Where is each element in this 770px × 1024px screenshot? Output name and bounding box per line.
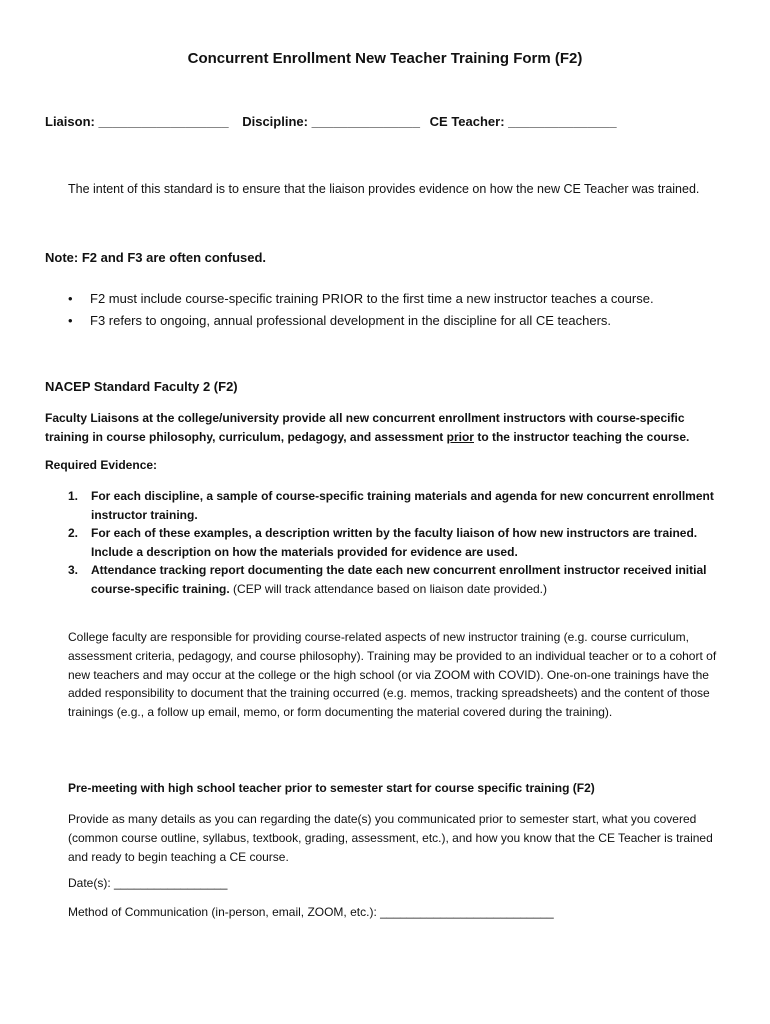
item-text: For each of these examples, a description written by the faculty liaison of how new instructors are trained. Include a description on how the materials provided for evidence are used.	[91, 526, 698, 559]
list-item	[68, 524, 728, 561]
bullet-icon: •	[68, 291, 73, 306]
dates-field[interactable]: Date(s): _________________	[68, 876, 228, 890]
responsibility-paragraph: College faculty are responsible for providing course-related aspects of new instructor training (e.g. course curriculum, assessment criteria, pedagogy, and course philosophy). Training may be provided to an individual teacher or to a cohort of new teachers and may occur at the college or the high school (or via ZOOM with COVID). One-on-one trainings have the added responsibility to document that the training occurred (e.g. memos, tracking spreadsheets) and the content of those trainings (e.g., a follow up email, memo, or form documenting the material covered during the training).	[68, 630, 717, 720]
note-bullet-list	[68, 288, 654, 332]
standard-text-underlined: prior	[446, 430, 474, 444]
form-title: Concurrent Enrollment New Teacher Training Form (F2)	[187, 50, 583, 67]
list-item	[68, 288, 654, 310]
item-number: 2.	[68, 526, 79, 540]
item-text: Attendance tracking report documenting the date each new concurrent enrollment instructor received initial course-specific training.	[91, 563, 707, 596]
provide-details-text: Provide as many details as you can regarding the date(s) you communicated prior to semester start, what you covered (common course outline, syllabus, textbook, grading, assessment, etc.), and how you know that the CE Teacher is trained and ready to begin teaching a CE course.	[68, 812, 713, 864]
liaison-field[interactable]: Liaison: __________________	[45, 114, 229, 129]
item-note: (CEP will track attendance based on liaison date provided.)	[229, 581, 547, 596]
item-number: 1.	[68, 489, 79, 503]
evidence-list	[68, 487, 728, 598]
header-fields	[45, 114, 617, 129]
item-number: 3.	[68, 563, 79, 577]
item-text: For each discipline, a sample of course-specific training materials and agenda for new concurrent enrollment instructor training.	[91, 489, 714, 522]
intent-text: The intent of this standard is to ensure that the liaison provides evidence on how the new CE Teacher was trained.	[68, 182, 700, 196]
bullet-text: F3 refers to ongoing, annual professional development in the discipline for all CE teachers.	[90, 313, 612, 328]
standard-text-part: to the instructor teaching the course.	[473, 430, 690, 444]
bullet-text: F2 must include course-specific training PRIOR to the first time a new instructor teaches a course.	[90, 291, 654, 306]
pre-meeting-heading: Pre-meeting with high school teacher prior to semester start for course specific training (F2)	[68, 781, 595, 795]
standard-text-part: Faculty Liaisons at the college/university provide all new concurrent enrollment instructors with course-specific training in course philosophy, curriculum, pedagogy, and assessment	[45, 411, 685, 444]
standard-heading: NACEP Standard Faculty 2 (F2)	[45, 379, 238, 394]
list-item	[68, 561, 728, 598]
ce-teacher-field[interactable]: CE Teacher: _______________	[429, 114, 617, 129]
bullet-icon: •	[68, 313, 73, 328]
list-item	[68, 487, 728, 524]
discipline-field[interactable]: Discipline: _______________	[242, 114, 421, 129]
standard-text	[45, 409, 725, 447]
required-evidence-heading: Required Evidence:	[45, 458, 158, 472]
note-heading: Note: F2 and F3 are often confused.	[45, 250, 267, 265]
list-item	[68, 310, 654, 332]
communication-method-field[interactable]: Method of Communication (in-person, email, ZOOM, etc.): __________________________	[68, 905, 554, 919]
